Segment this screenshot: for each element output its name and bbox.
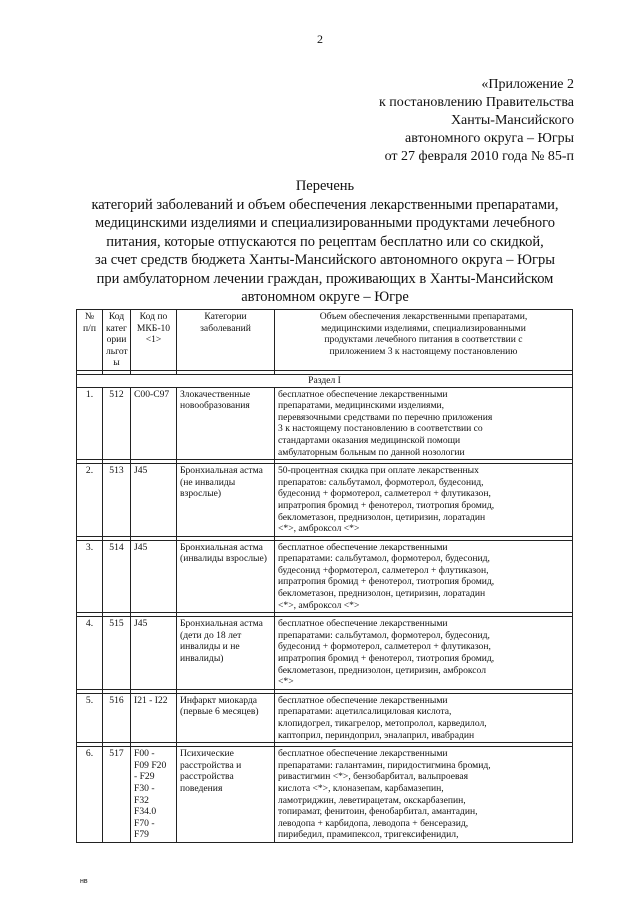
- provision-description-line: бесплатное обеспечение лекарственными: [278, 694, 448, 706]
- heading-line: категорий заболеваний и объем обеспечения лекарственными препаратами,: [91, 196, 559, 213]
- appendix-line: от 27 февраля 2010 года № 85-п: [384, 149, 574, 164]
- page-number: 2: [317, 32, 323, 46]
- icd-code-line: I21 - I22: [134, 694, 168, 706]
- icd-code-line: - F29: [134, 771, 155, 783]
- disease-category-line: Бронхиальная астма: [180, 541, 263, 553]
- header-description-line: приложением 3 к настоящему постановлению: [329, 345, 518, 357]
- provision-description-line: ламотриджин, леветирацетам, окскарбазепин,: [278, 794, 466, 806]
- provision-description-line: <*>, амброксол <*>: [278, 523, 360, 535]
- header-code-line: льгот: [106, 345, 128, 357]
- icd-code-line: F70 -: [134, 817, 155, 829]
- icd-code-line: J45: [134, 618, 148, 630]
- provision-description-line: будесонид +формотерол, салметерол + флутиказон,: [278, 564, 489, 576]
- benefit-code: 515: [103, 617, 131, 690]
- table-row: [77, 540, 573, 613]
- benefits-table-container: [76, 309, 573, 843]
- disease-category: [177, 387, 275, 460]
- icd-code-line: F09 F20: [134, 759, 167, 771]
- icd-code-line: C00-C97: [134, 388, 170, 400]
- provision-description-line: препаратами: галантамин, пиридостигмина бромид,: [278, 759, 491, 771]
- disease-category: [177, 617, 275, 690]
- table-row: [77, 464, 573, 537]
- row-number: 2.: [77, 464, 103, 537]
- header-category-line: заболеваний: [200, 322, 251, 334]
- heading-line: питания, которые отпускаются по рецептам бесплатно или со скидкой,: [106, 233, 544, 250]
- provision-description-line: беклометазон, преднизолон, цетиризин, амброксол: [278, 664, 487, 676]
- provision-description-line: препаратов: сальбутамол, формотерол, будесонид,: [278, 476, 484, 488]
- header-code: [103, 310, 131, 371]
- provision-description-line: бесплатное обеспечение лекарственными: [278, 541, 448, 553]
- disease-category-line: инвалиды и не: [180, 641, 240, 653]
- row-number: 1.: [77, 387, 103, 460]
- table-row: [77, 387, 573, 460]
- provision-description-line: перевязочными средствами по перечню приложения: [278, 411, 493, 423]
- header-description-line: медицинскими изделиями, специализированными: [321, 322, 526, 334]
- icd-code: [131, 747, 177, 843]
- icd-code-line: F30 -: [134, 782, 155, 794]
- icd-code: [131, 387, 177, 460]
- benefit-code: 517: [103, 747, 131, 843]
- icd-code-line: J45: [134, 465, 148, 477]
- disease-category-line: расстройства: [180, 771, 234, 783]
- provision-description-line: <*>, амброксол <*>: [278, 599, 360, 611]
- provision-description: [275, 747, 573, 843]
- document-heading: [60, 177, 590, 307]
- provision-description-line: 50-процентная скидка при оплате лекарственных: [278, 465, 479, 477]
- appendix-line: Ханты-Мансийского: [450, 113, 574, 128]
- provision-description: [275, 540, 573, 613]
- icd-code: [131, 693, 177, 742]
- heading-line: Перечень: [295, 178, 355, 194]
- disease-category-line: Инфаркт миокарда: [180, 694, 258, 706]
- icd-code-line: F00 -: [134, 748, 155, 760]
- disease-category-line: Бронхиальная астма: [180, 618, 263, 630]
- header-code-line: ории: [106, 334, 127, 346]
- provision-description-line: препаратами: ацетилсалициловая кислота,: [278, 706, 452, 718]
- provision-description-line: ипратропия бромид + фенотерол, тиотропия бромид,: [278, 576, 495, 588]
- provision-description-line: бесплатное обеспечение лекарственными: [278, 388, 448, 400]
- header-icd-line: <1>: [145, 334, 162, 346]
- provision-description-line: беклометазон, преднизолон, цетиризин, лоратадин: [278, 511, 486, 523]
- provision-description-line: беклометазон, преднизолон, цетиризин, лоратадин: [278, 588, 486, 600]
- table-header-row: [77, 310, 573, 371]
- icd-code-line: F32: [134, 794, 149, 806]
- header-description: [275, 310, 573, 371]
- header-code-line: Код: [108, 311, 125, 322]
- appendix-line: автономного округа – Югры: [405, 131, 574, 146]
- header-description-line: Объем обеспечения лекарственными препаратами,: [319, 311, 528, 322]
- provision-description: [275, 464, 573, 537]
- provision-description-line: бесплатное обеспечение лекарственными: [278, 748, 448, 760]
- benefit-code: 512: [103, 387, 131, 460]
- disease-category-line: взрослые): [180, 488, 222, 500]
- provision-description-line: кислота <*>, клоназепам, карбамазепин,: [278, 782, 444, 794]
- disease-category: [177, 747, 275, 843]
- header-category: [177, 310, 275, 371]
- icd-code: [131, 464, 177, 537]
- icd-code-line: F79: [134, 829, 149, 841]
- appendix-line: к постановлению Правительства: [378, 95, 574, 110]
- icd-code: [131, 617, 177, 690]
- provision-description: [275, 693, 573, 742]
- header-icd-line: МКБ-10: [136, 322, 171, 334]
- row-number: 3.: [77, 540, 103, 613]
- disease-category-line: Бронхиальная астма: [180, 465, 263, 477]
- provision-description: [275, 617, 573, 690]
- row-number: 5.: [77, 693, 103, 742]
- benefit-code: 516: [103, 693, 131, 742]
- row-number: 6.: [77, 747, 103, 843]
- icd-code-line: F34.0: [134, 806, 157, 818]
- header-code-line: катег: [106, 322, 127, 334]
- provision-description-line: 3 к настоящему постановлению в соответствии со: [278, 423, 483, 435]
- header-description-line: продуктами лечебного питания в соответствии с: [324, 334, 523, 346]
- heading-line: медицинскими изделиями и специализированными продуктами лечебного: [95, 215, 555, 231]
- benefit-code: 514: [103, 540, 131, 613]
- icd-code-line: J45: [134, 541, 148, 553]
- benefit-code: 513: [103, 464, 131, 537]
- table-row: [77, 747, 573, 843]
- provision-description-line: клопидогрел, тикагрелор, метопролол, карведилол,: [278, 718, 487, 729]
- disease-category-line: инвалиды): [180, 653, 224, 665]
- disease-category-line: новообразования: [180, 400, 250, 412]
- provision-description-line: амбулаторным больным по данной нозологии: [278, 446, 465, 458]
- header-category-line: Категории: [204, 311, 247, 322]
- header-icd-line: Код по: [139, 311, 168, 322]
- disease-category-line: (не инвалиды: [180, 476, 236, 488]
- disease-category: [177, 464, 275, 537]
- header-num-line: №: [84, 311, 95, 322]
- provision-description-line: будесонид + формотерол, салметерол + флутиказон,: [278, 641, 491, 653]
- disease-category-line: (дети до 18 лет: [180, 629, 242, 641]
- provision-description-line: ипратропия бромид + фенотерол, тиотропия бромид,: [278, 499, 495, 511]
- provision-description-line: препаратами: сальбутамол, формотерол, будесонид,: [278, 629, 490, 641]
- provision-description-line: препаратами: сальбутамол, формотерол, будесонид,: [278, 553, 490, 565]
- row-number: 4.: [77, 617, 103, 690]
- header-num: [77, 310, 103, 371]
- heading-line: за счет средств бюджета Ханты-Мансийского автономного округа – Югры: [95, 252, 555, 268]
- section-row: [77, 374, 573, 387]
- disease-category-line: (инвалиды взрослые): [180, 553, 267, 565]
- provision-description-line: <*>: [278, 676, 294, 688]
- provision-description-line: топирамат, фенитоин, фенобарбитал, амантадин,: [278, 806, 478, 818]
- provision-description: [275, 387, 573, 460]
- disease-category-line: Психические: [180, 748, 234, 760]
- provision-description-line: ипратропия бромид + фенотерол, тиотропия бромид,: [278, 653, 495, 665]
- disease-category: [177, 540, 275, 613]
- disease-category-line: Злокачественные: [180, 388, 251, 400]
- disease-category-line: расстройства и: [180, 759, 242, 771]
- header-icd: [131, 310, 177, 371]
- benefits-table: [76, 309, 573, 843]
- section-title: Раздел I: [77, 374, 573, 387]
- disease-category: [177, 693, 275, 742]
- table-row: [77, 617, 573, 690]
- heading-line: при амбулаторном лечении граждан, проживающих в Ханты-Мансийском: [96, 270, 554, 287]
- provision-description-line: ривастигмин <*>, бензобарбитал, вальпроевая: [278, 771, 469, 783]
- appendix-block: [379, 76, 574, 166]
- disease-category-line: (первые 6 месяцев): [180, 706, 259, 718]
- icd-code: [131, 540, 177, 613]
- provision-description-line: леводопа + карбидопа, леводопа + бенсеразид,: [278, 817, 469, 829]
- table-row: [77, 693, 573, 742]
- disease-category-line: поведения: [180, 782, 223, 794]
- footer-code: нв: [80, 878, 88, 885]
- header-code-line: ы: [113, 357, 120, 369]
- provision-description-line: будесонид + формотерол, салметерол + флутиказон,: [278, 488, 491, 500]
- provision-description-line: препаратами, медицинскими изделиями,: [278, 400, 445, 412]
- provision-description-line: стандартами оказания медицинской помощи: [278, 434, 461, 446]
- heading-line: автономном округе – Югре: [241, 289, 409, 305]
- provision-description-line: каптоприл, периндоприл, эналаприл, ивабрадин: [278, 729, 475, 741]
- provision-description-line: пирибедил, прамипексол, тригексифенидил,: [278, 829, 459, 841]
- appendix-line: «Приложение 2: [481, 77, 574, 92]
- provision-description-line: бесплатное обеспечение лекарственными: [278, 618, 448, 630]
- header-num-line: п/п: [83, 322, 96, 334]
